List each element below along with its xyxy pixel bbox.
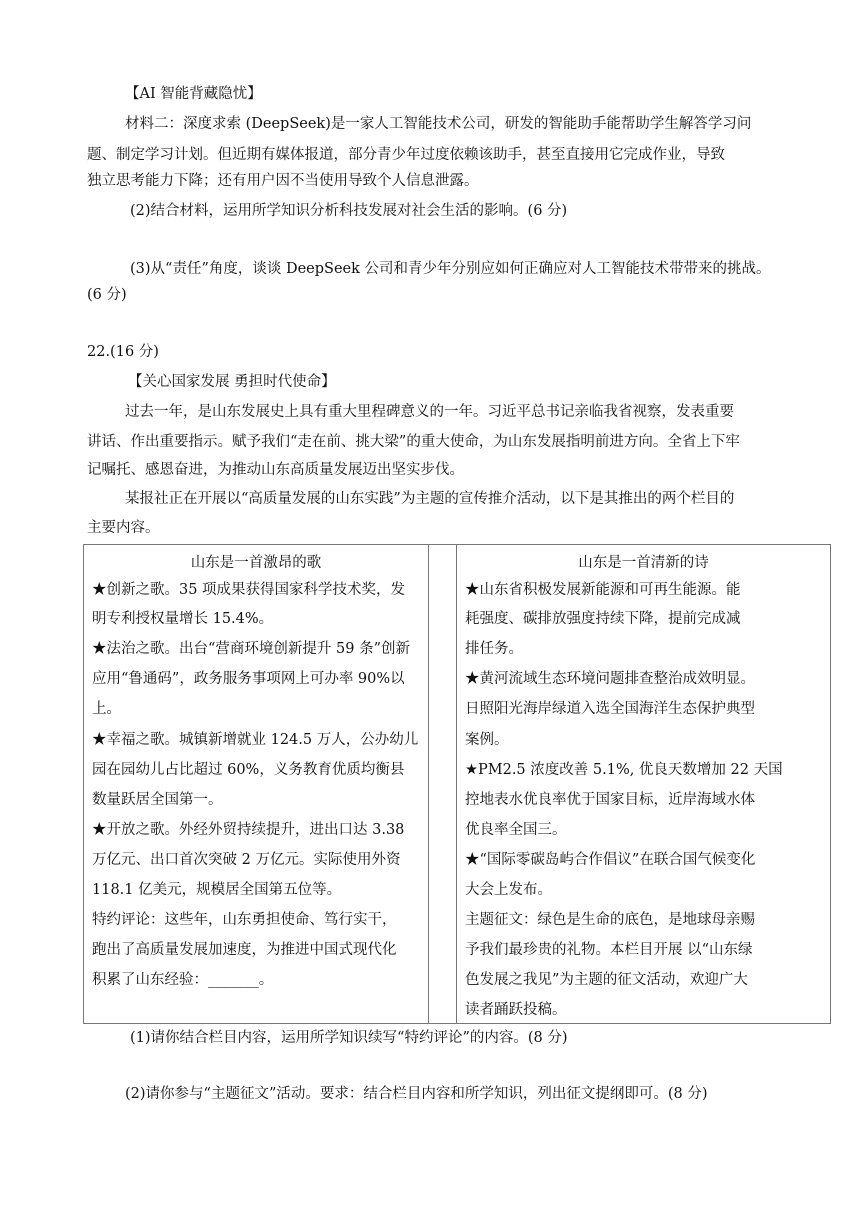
left-column: [84, 545, 429, 1023]
column-table: [83, 544, 831, 1024]
right-line: 大会上发布。: [465, 882, 552, 898]
question-22-2: (2)请你参与“主题征文”活动。要求：结合栏目内容和所学知识，列出征文提纲即可。(8 分): [125, 1086, 708, 1102]
right-line: 色发展之我见”为主题的征文活动，欢迎广大: [465, 972, 748, 988]
left-column-title: 山东是一首激昂的歌: [190, 555, 322, 571]
left-line: ★幸福之歌。城镇新增就业 124.5 万人，公办幼儿: [92, 732, 419, 748]
left-line: ★创新之歌。35 项成果获得国家科学技术奖，发: [92, 582, 406, 598]
right-line: 主题征文：绿色是生命的底色，是地球母亲赐: [465, 912, 755, 928]
question-3-ai-line-2: (6 分): [87, 287, 127, 303]
left-line: 园在园幼儿占比超过 60%，义务教育优质均衡县: [92, 762, 405, 778]
left-line: 应用“鲁通码”，政务服务事项网上可办率 90%以: [92, 671, 405, 687]
question-22-number: 22.(16 分): [87, 344, 159, 360]
right-column: [457, 545, 830, 1023]
para1-line-1: 过去一年，是山东发展史上具有重大里程碑意义的一年。习近平总书记亲临我省视察，发表重要: [125, 404, 734, 420]
left-line: 万亿元、出口首次突破 2 万亿元。实际使用外资: [92, 852, 401, 868]
para1-line-2: 讲话、作出重要指示。赋予我们“走在前、挑大梁”的重大使命，为山东发展指明前进方向。全省上下牢: [87, 434, 740, 450]
right-line: 控地表水优良率优于国家目标，近岸海域水体: [465, 792, 755, 808]
right-line: ★“国际零碳岛屿合作倡议”在联合国气候变化: [465, 852, 756, 868]
middle-gap-column: [429, 545, 457, 1023]
left-line: 118.1 亿美元，规模居全国第五位等。: [92, 882, 342, 898]
left-line: 数量跃居全国第一。: [92, 792, 223, 808]
question-22-1: (1)请你结合栏目内容，运用所学知识续写“特约评论”的内容。(8 分): [130, 1030, 568, 1046]
para2-line-2: 主要内容。: [87, 520, 160, 536]
right-line: 日照阳光海岸绿道入选全国海洋生态保护典型: [465, 701, 755, 717]
question-3-ai-line-1: (3)从“责任”角度，谈谈 DeepSeek 公司和青少年分别应如何正确应对人工智能技术带带来的挑战。: [130, 261, 771, 277]
left-line: 跑出了高质量发展加速度，为推进中国式现代化: [92, 942, 397, 958]
right-line: 优良率全国三。: [465, 822, 567, 838]
left-line: ★开放之歌。外经外贸持续提升，进出口达 3.38: [92, 822, 405, 838]
left-line: 明专利授权量增长 15.4%。: [92, 611, 274, 627]
left-line: ★法治之歌。出台“营商环境创新提升 59 条”创新: [92, 641, 410, 657]
section-heading-ai: 【AI 智能背藏隐忧】: [125, 86, 262, 102]
material-two-line-2: 题、制定学习计划。但近期有媒体报道，部分青少年过度依赖该助手，甚至直接用它完成作业，导致: [87, 147, 725, 163]
right-line: ★黄河流域生态环境问题排查整治成效明显。: [465, 671, 755, 687]
material-two-line-3: 独立思考能力下降；还有用户因不当使用导致个人信息泄露。: [87, 173, 479, 189]
right-line: 耗强度、碳排放强度持续下降，提前完成减: [465, 611, 741, 627]
left-line: 特约评论：这些年，山东勇担使命、笃行实干，: [92, 912, 397, 928]
section-heading-q22: 【关心国家发展 勇担时代使命】: [128, 374, 336, 390]
left-line: 积累了山东经验：_______。: [92, 972, 274, 988]
right-line: 读者踊跃投稿。: [465, 1002, 567, 1018]
right-column-title: 山东是一首清新的诗: [578, 555, 709, 571]
left-line: 上。: [92, 701, 121, 717]
right-line: ★PM2.5 浓度改善 5.1%, 优良天数增加 22 天国: [465, 762, 783, 778]
para2-line-1: 某报社正在开展以“高质量发展的山东实践”为主题的宣传推介活动，以下是其推出的两个栏目的: [125, 491, 735, 507]
right-line: 排任务。: [465, 641, 523, 657]
material-two-line-1: 材料二：深度求索 (DeepSeek)是一家人工智能技术公司，研发的智能助手能帮助学生解答学习问: [125, 116, 752, 132]
right-line: 案例。: [465, 732, 509, 748]
right-line: ★山东省积极发展新能源和可再生能源。能: [465, 582, 741, 598]
question-2-ai: (2)结合材料，运用所学知识分析科技发展对社会生活的影响。(6 分): [130, 203, 568, 219]
right-line: 予我们最珍贵的礼物。本栏目开展 以“山东绿: [465, 942, 753, 958]
para1-line-3: 记嘱托、感恩奋进，为推动山东高质量发展迈出坚实步伐。: [87, 462, 464, 478]
